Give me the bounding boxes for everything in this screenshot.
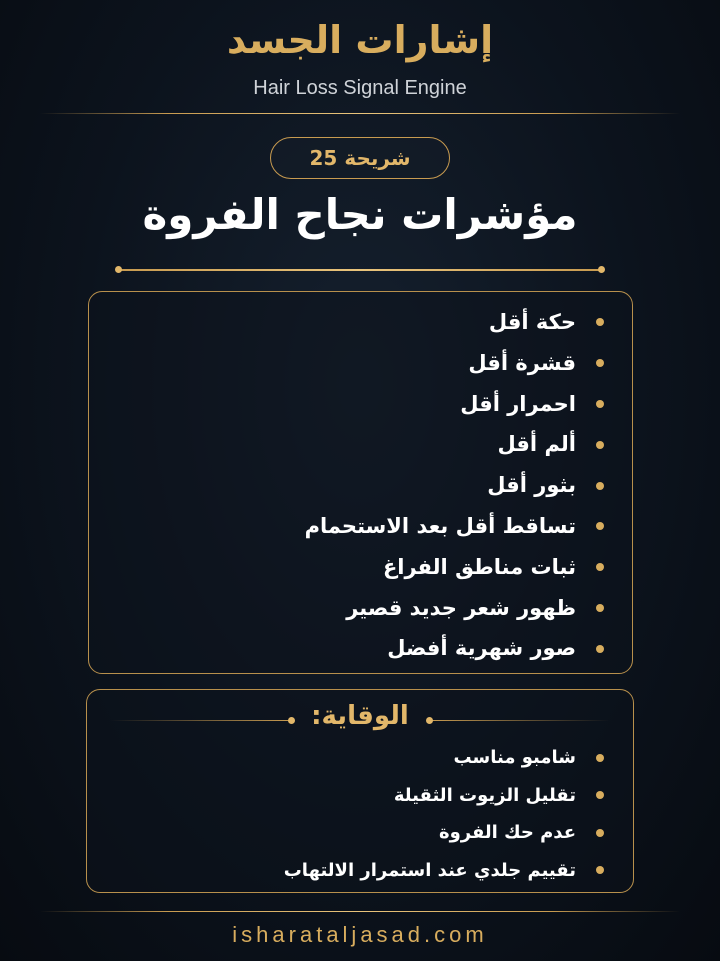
list-item bbox=[305, 465, 604, 506]
bullet-icon bbox=[596, 645, 604, 653]
divider-dot-right bbox=[598, 266, 605, 273]
bullet-icon bbox=[596, 482, 604, 490]
indicator-text: احمرار أقل bbox=[460, 391, 576, 416]
brand-subtitle: Hair Loss Signal Engine bbox=[253, 77, 467, 99]
bullet-icon bbox=[596, 604, 604, 612]
header-divider bbox=[40, 113, 680, 114]
prevention-heading: الوقاية: bbox=[311, 701, 409, 731]
list-item bbox=[305, 424, 604, 465]
list-item bbox=[305, 302, 604, 343]
indicator-text: تساقط أقل بعد الاستحمام bbox=[304, 513, 576, 538]
list-item bbox=[305, 628, 604, 669]
bullet-icon bbox=[596, 866, 604, 874]
indicator-text: قشرة أقل bbox=[468, 350, 576, 375]
list-item bbox=[305, 547, 604, 588]
indicators-list bbox=[305, 302, 604, 669]
indicator-text: ألم أقل bbox=[497, 432, 576, 457]
page-title: مؤشرات نجاح الفروة bbox=[142, 190, 578, 239]
list-item bbox=[284, 739, 604, 777]
bullet-icon bbox=[596, 522, 604, 530]
slide-badge: شريحة 25 bbox=[270, 137, 450, 179]
bullet-icon bbox=[596, 400, 604, 408]
bullet-icon bbox=[596, 359, 604, 367]
website-link[interactable]: isharataljasad.com bbox=[232, 922, 488, 947]
bullet-icon bbox=[596, 563, 604, 571]
list-item bbox=[305, 588, 604, 629]
bullet-icon bbox=[596, 318, 604, 326]
list-item bbox=[305, 506, 604, 547]
bullet-icon bbox=[596, 791, 604, 799]
indicator-text: ظهور شعر جديد قصير bbox=[346, 595, 576, 620]
bullet-icon bbox=[596, 829, 604, 837]
list-item bbox=[305, 343, 604, 384]
list-item bbox=[284, 852, 604, 890]
title-divider bbox=[120, 269, 600, 271]
indicator-text: ثبات مناطق الفراغ bbox=[382, 554, 576, 579]
footer-divider bbox=[40, 911, 680, 912]
bullet-icon bbox=[596, 441, 604, 449]
prevention-text: عدم حك الفروة bbox=[438, 822, 576, 843]
list-item bbox=[305, 384, 604, 425]
brand-title: إشارات الجسد bbox=[226, 18, 494, 62]
bullet-icon bbox=[596, 754, 604, 762]
indicator-text: حكة أقل bbox=[488, 310, 576, 334]
prevention-text: تقييم جلدي عند استمرار الالتهاب bbox=[283, 859, 576, 881]
prevention-text: شامبو مناسب bbox=[453, 747, 576, 768]
indicator-text: بثور أقل bbox=[487, 473, 576, 498]
list-item bbox=[284, 814, 604, 852]
indicator-text: صور شهرية أفضل bbox=[387, 636, 576, 661]
list-item bbox=[284, 777, 604, 815]
prevention-text: تقليل الزيوت الثقيلة bbox=[393, 784, 576, 806]
prevention-list bbox=[284, 739, 604, 889]
divider-dot-left bbox=[115, 266, 122, 273]
